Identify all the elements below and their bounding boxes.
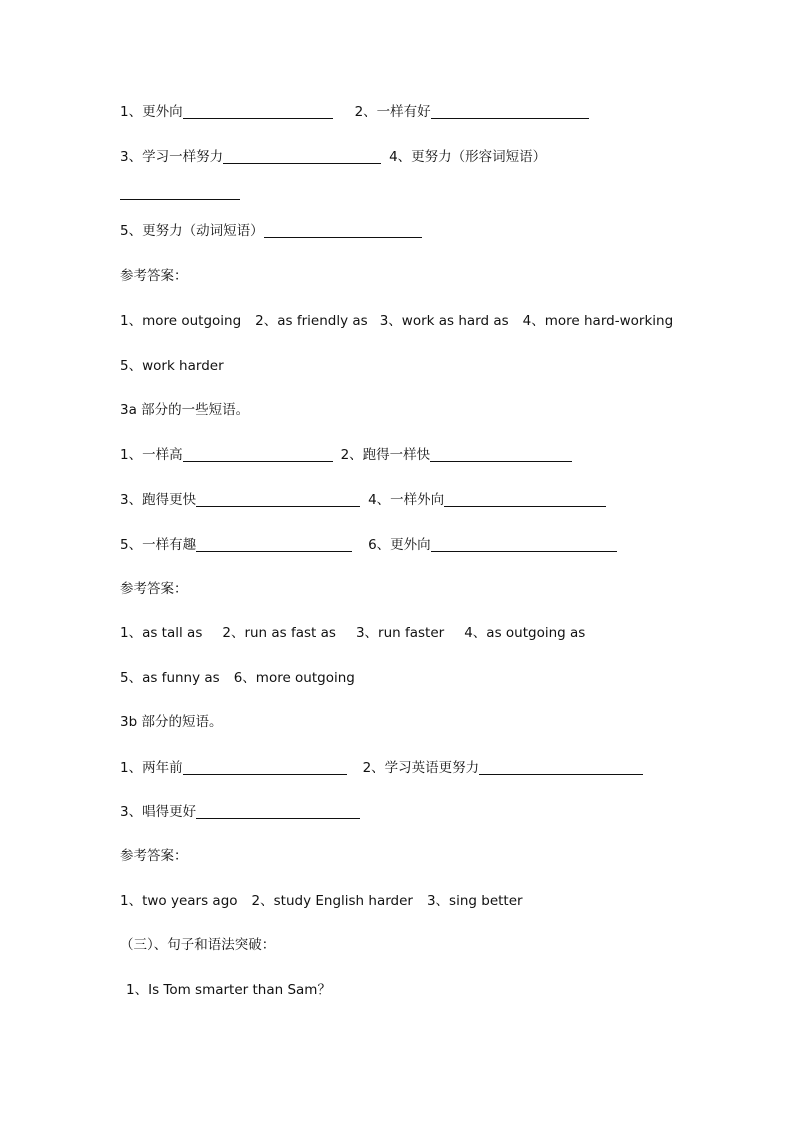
answer-row <box>120 667 355 689</box>
answer-blank[interactable] <box>431 550 617 552</box>
answer-blank[interactable] <box>183 773 347 775</box>
answer-item: 3、sing better <box>426 893 523 909</box>
answer-blank[interactable] <box>183 117 333 119</box>
exercise-item: 2、学习英语更努力 <box>362 760 480 776</box>
exercise-row <box>120 182 240 204</box>
section-heading: 3a 部分的一些短语。 <box>120 402 250 418</box>
answer-row <box>120 622 585 644</box>
answer-row <box>120 890 523 912</box>
exercise-item: 3、跑得更快 <box>120 492 197 508</box>
answer-item: 1、as tall as <box>120 625 203 641</box>
answer-item: 3、work as hard as <box>379 313 509 329</box>
answer-blank[interactable] <box>223 162 381 164</box>
answer-item: 2、study English harder <box>251 893 413 909</box>
exercise-item: 2、一样有好 <box>354 104 431 120</box>
answer-blank[interactable] <box>430 460 572 462</box>
exercise-item: 4、一样外向 <box>368 492 445 508</box>
exercise-item: 6、更外向 <box>368 537 431 553</box>
answer-item: 1、more outgoing <box>120 313 242 329</box>
exercise-row <box>120 444 572 466</box>
answer-blank[interactable] <box>183 460 333 462</box>
answer-heading: 参考答案： <box>120 581 188 597</box>
answer-item: 3、run faster <box>355 625 445 641</box>
answer-blank[interactable] <box>444 505 606 507</box>
exercise-item: 2、跑得一样快 <box>340 447 431 463</box>
exercise-row <box>120 534 617 556</box>
answer-row <box>120 310 673 332</box>
section-heading: 3b 部分的短语。 <box>120 714 223 730</box>
answer-item: 2、run as fast as <box>222 625 336 641</box>
exercise-item: 3、唱得更好 <box>120 804 197 820</box>
exercise-row <box>126 979 331 1001</box>
answer-item: 2、as friendly as <box>255 313 368 329</box>
answer-row <box>120 355 224 377</box>
exercise-item: 1、两年前 <box>120 760 183 776</box>
answer-item: 4、more hard-working <box>522 313 674 329</box>
exercise-item: 4、更努力（形容词短语） <box>389 149 547 165</box>
answer-item: 4、as outgoing as <box>464 625 586 641</box>
exercise-item: 5、更努力（动词短语） <box>120 223 264 239</box>
answer-item: 5、as funny as <box>120 670 220 686</box>
exercise-row <box>120 489 606 511</box>
answer-blank[interactable] <box>120 198 240 200</box>
answer-blank[interactable] <box>479 773 643 775</box>
exercise-item: 5、一样有趣 <box>120 537 197 553</box>
exercise-row <box>120 801 360 823</box>
answer-blank[interactable] <box>264 236 422 238</box>
answer-item: 6、more outgoing <box>233 670 355 686</box>
exercise-item: 3、学习一样努力 <box>120 149 224 165</box>
answer-blank[interactable] <box>196 817 360 819</box>
answer-heading: 参考答案： <box>120 848 188 864</box>
exercise-item: 1、一样高 <box>120 447 183 463</box>
answer-blank[interactable] <box>431 117 589 119</box>
exercise-row <box>120 146 546 168</box>
exercise-row <box>120 757 643 779</box>
answer-blank[interactable] <box>196 550 352 552</box>
exercise-item: 1、更外向 <box>120 104 183 120</box>
exercise-item: 1、Is Tom smarter than Sam？ <box>126 982 331 998</box>
answer-item: 1、two years ago <box>120 893 238 909</box>
section-heading: （三）、句子和语法突破： <box>120 937 276 953</box>
exercise-row <box>120 101 589 123</box>
answer-heading: 参考答案： <box>120 268 188 284</box>
answer-blank[interactable] <box>196 505 360 507</box>
answer-item: 5、work harder <box>120 358 224 374</box>
exercise-row <box>120 220 422 242</box>
